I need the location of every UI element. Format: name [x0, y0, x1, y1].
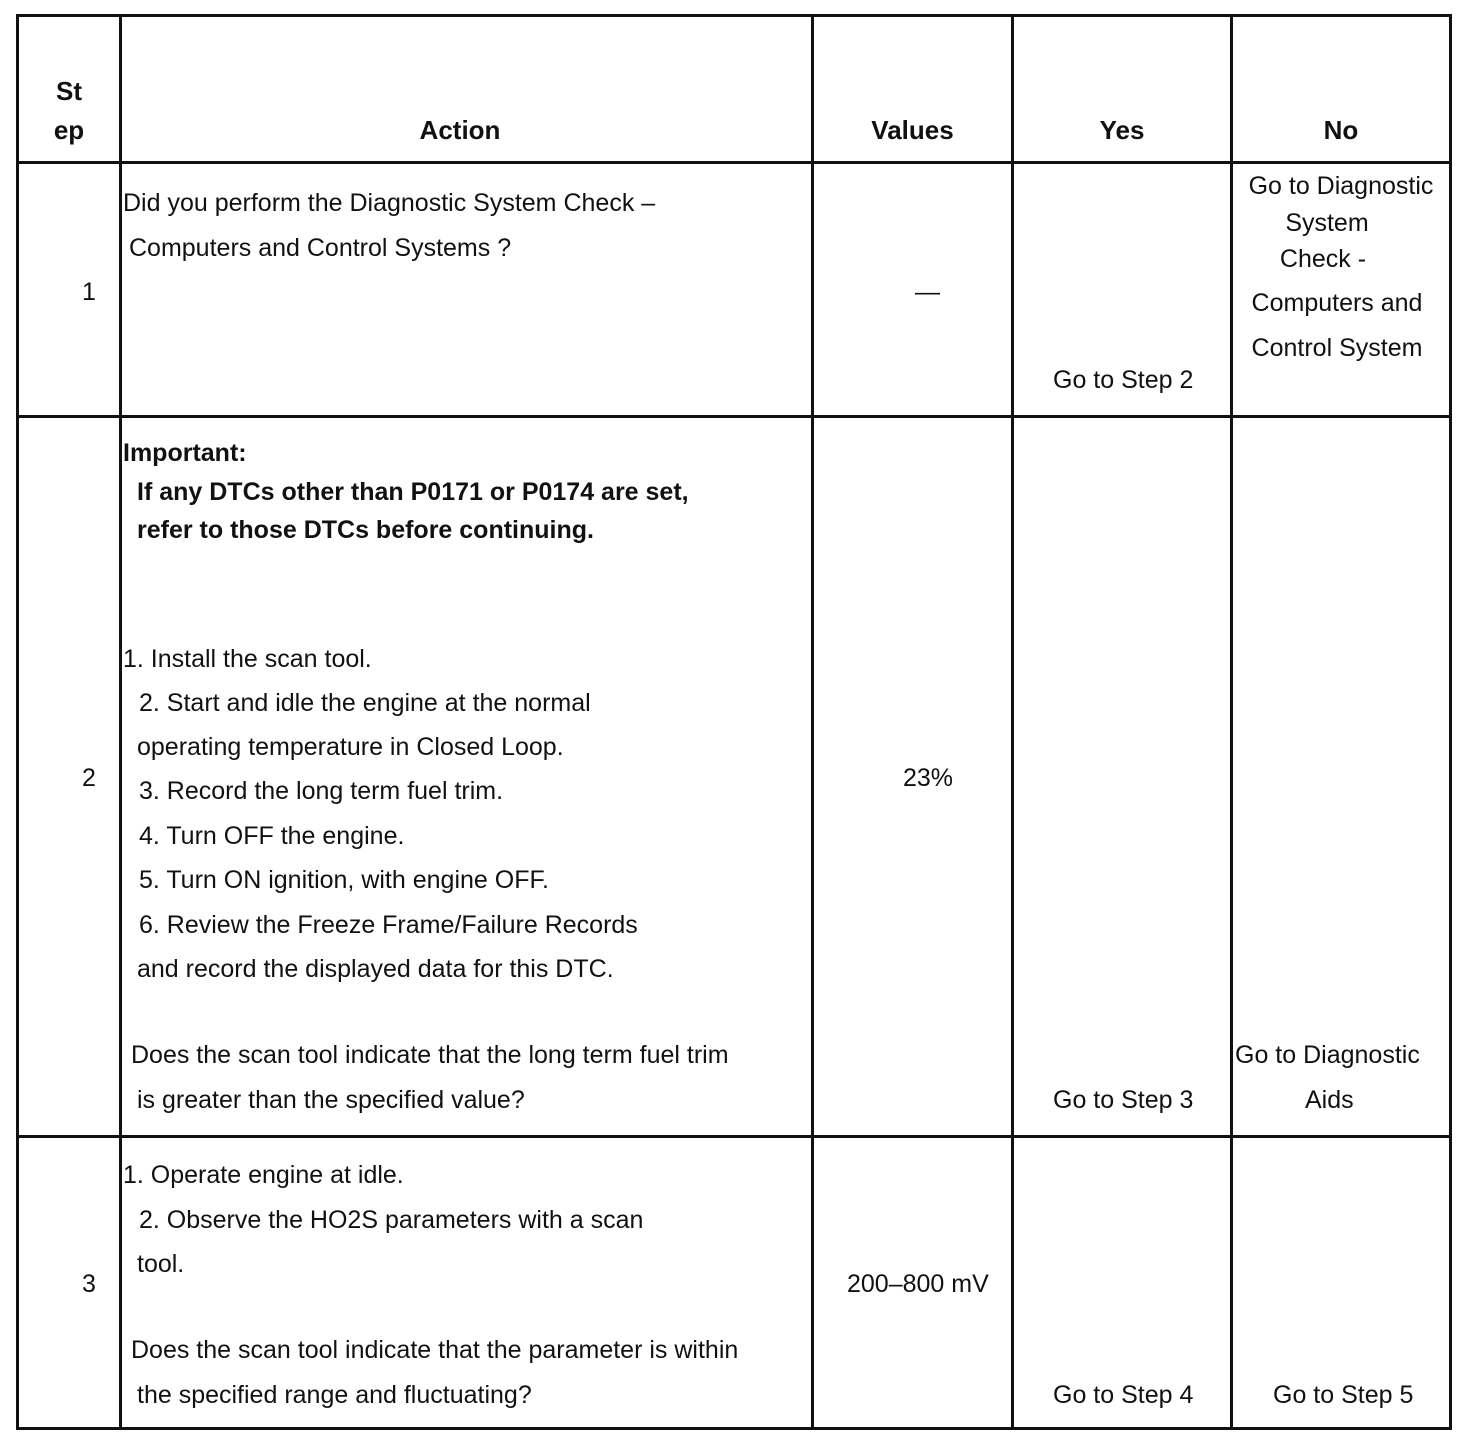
step-number: 3	[82, 1270, 96, 1298]
action-step: and record the displayed data for this DTC.	[137, 955, 614, 983]
step-number: 1	[82, 278, 96, 306]
action-step: 1. Operate engine at idle.	[123, 1161, 404, 1189]
row-divider	[19, 161, 1449, 164]
yes-result: Go to Step 2	[1053, 366, 1194, 394]
value-text: —	[915, 278, 940, 306]
header-no: No	[1323, 115, 1359, 145]
header-action: Action	[419, 115, 501, 145]
action-step: 4. Turn OFF the engine.	[139, 822, 405, 850]
header-step-line2: ep	[53, 115, 85, 145]
question-text: is greater than the specified value?	[137, 1086, 525, 1114]
column-divider	[1011, 17, 1014, 1427]
no-result: Control System	[1251, 334, 1423, 362]
question-text: Does the scan tool indicate that the long term fuel trim	[131, 1041, 729, 1069]
action-text: Did you perform the Diagnostic System Check –	[123, 189, 656, 217]
row-divider	[19, 1135, 1449, 1138]
action-step: tool.	[137, 1250, 185, 1278]
header-yes: Yes	[1099, 115, 1145, 145]
no-result: System	[1285, 209, 1369, 237]
important-label: Important:	[123, 439, 247, 467]
question-text: Does the scan tool indicate that the parameter is within	[131, 1336, 739, 1364]
diagnostic-table	[16, 14, 1452, 1430]
column-divider	[811, 17, 814, 1427]
no-result: Aids	[1305, 1086, 1354, 1114]
action-step: 6. Review the Freeze Frame/Failure Records	[139, 911, 638, 939]
value-text: 200–800 mV	[847, 1270, 989, 1298]
question-text: the specified range and fluctuating?	[137, 1381, 532, 1409]
header-step-line1: St	[56, 76, 82, 106]
important-text: refer to those DTCs before continuing.	[137, 516, 594, 544]
no-result: Check -	[1279, 245, 1367, 273]
action-step: 3. Record the long term fuel trim.	[139, 777, 504, 805]
column-divider	[119, 17, 122, 1427]
step-number: 2	[82, 764, 96, 792]
action-step: 2. Start and idle the engine at the normal	[139, 689, 591, 717]
value-text: 23%	[903, 764, 954, 792]
yes-result: Go to Step 4	[1053, 1381, 1194, 1409]
action-step: 5. Turn ON ignition, with engine OFF.	[139, 866, 549, 894]
header-values: Values	[871, 115, 954, 145]
action-step: operating temperature in Closed Loop.	[137, 733, 564, 761]
no-result: Go to Diagnostic	[1235, 1041, 1420, 1069]
important-text: If any DTCs other than P0171 or P0174 are set,	[137, 478, 689, 506]
no-result: Computers and	[1251, 289, 1423, 317]
action-text: Computers and Control Systems ?	[129, 234, 512, 262]
action-step: 2. Observe the HO2S parameters with a scan	[139, 1206, 644, 1234]
row-divider	[19, 415, 1449, 418]
no-result: Go to Diagnostic	[1248, 172, 1434, 200]
no-result: Go to Step 5	[1273, 1381, 1414, 1409]
action-step: 1. Install the scan tool.	[123, 645, 372, 673]
yes-result: Go to Step 3	[1053, 1086, 1194, 1114]
